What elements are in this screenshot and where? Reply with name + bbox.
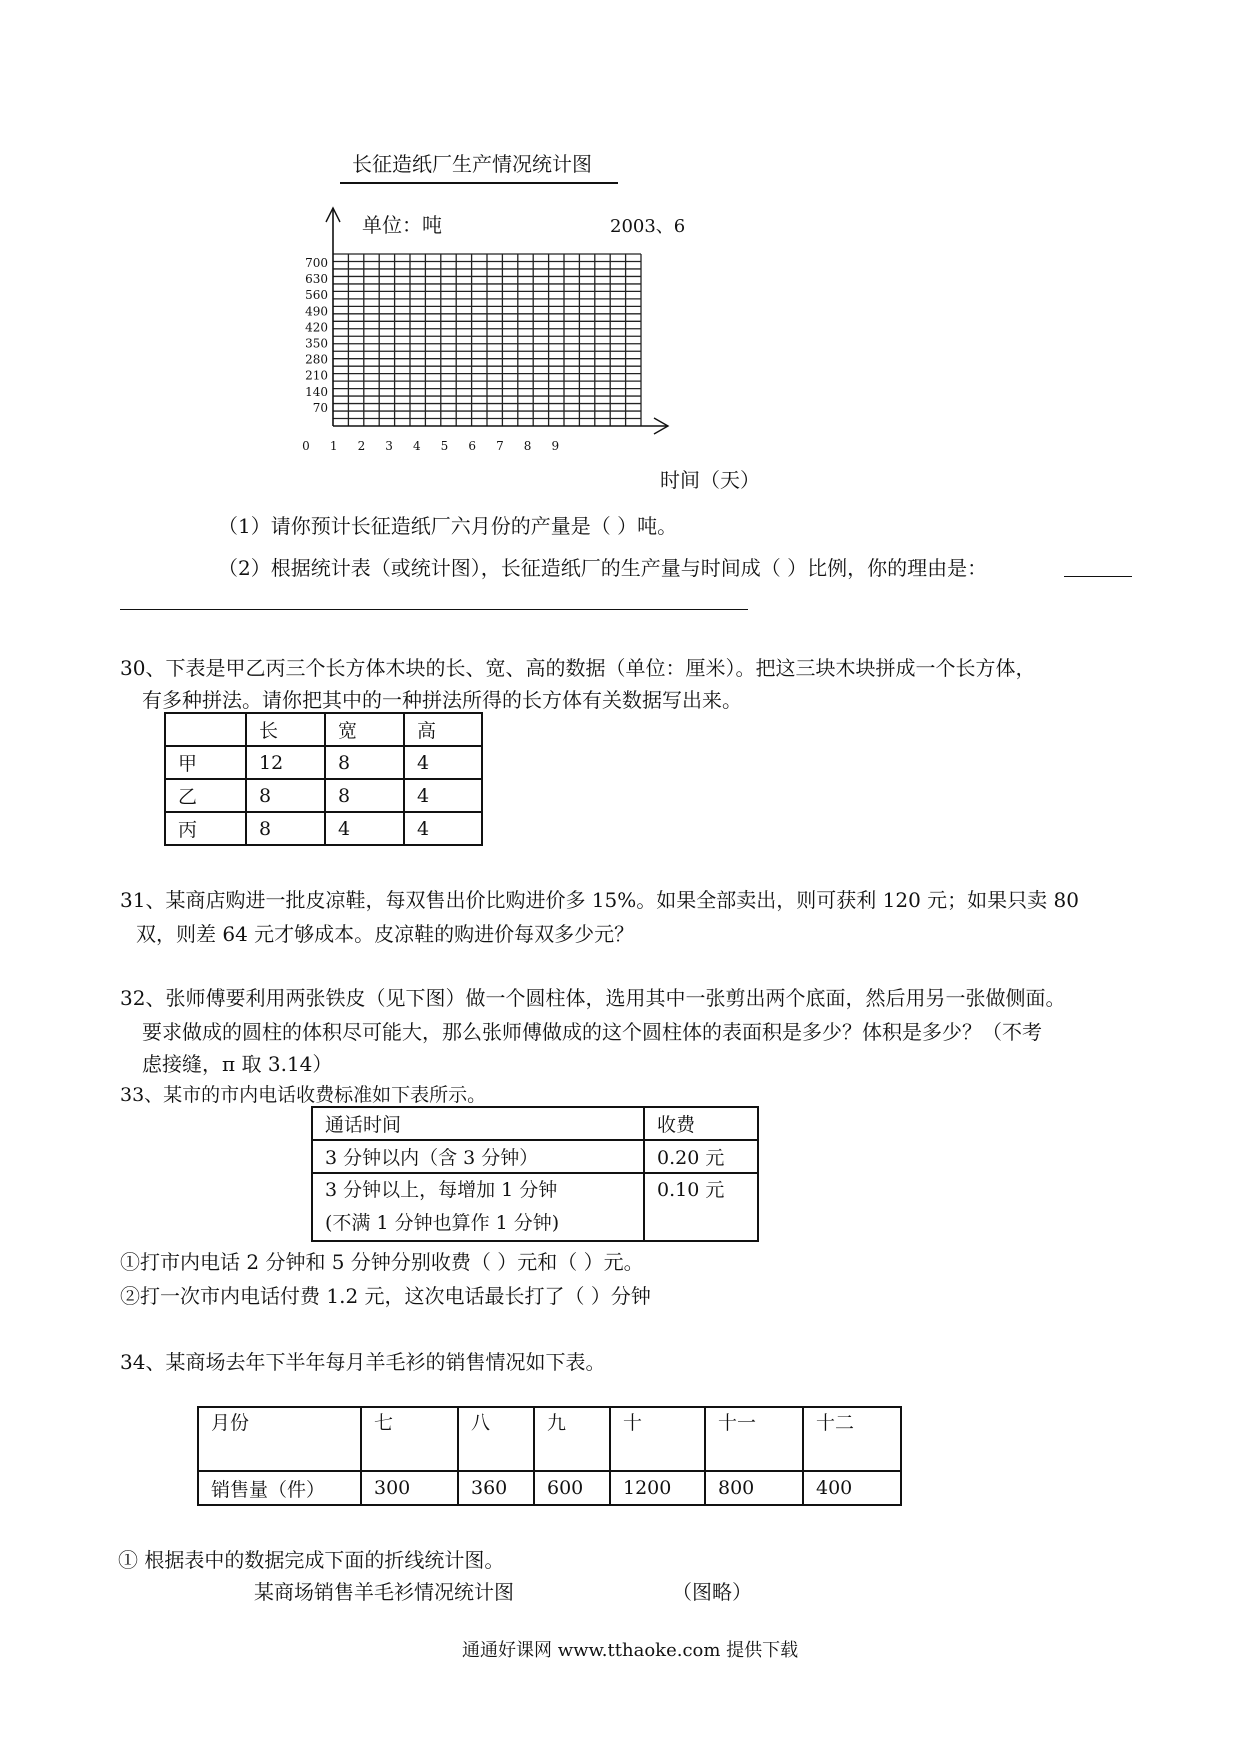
table-cell: 360	[458, 1471, 534, 1505]
x-axis-label: 时间（天）	[660, 468, 760, 492]
y-tick-label: 560	[305, 288, 328, 303]
y-tick-labels	[305, 256, 328, 415]
x-tick-label: 8	[523, 439, 532, 453]
q34-chart-title: 某商场销售羊毛衫情况统计图	[254, 1580, 514, 1604]
y-tick-label: 210	[305, 368, 328, 383]
y-tick-label: 140	[305, 384, 328, 399]
q30-table	[164, 712, 483, 846]
q31-line1: 31、某商店购进一批皮凉鞋，每双售出价比购进价多 15%。如果全部卖出，则可获利 120 元；如果只卖 80	[120, 888, 1079, 912]
table-cell: 十	[610, 1407, 705, 1471]
table-cell: 12	[246, 746, 325, 779]
q32-line3: 虑接缝，π 取 3.14）	[142, 1052, 333, 1076]
table-row	[165, 746, 482, 779]
x-tick-label: 5	[440, 439, 449, 453]
table-cell: 8	[325, 779, 404, 812]
y-tick-label: 420	[305, 320, 328, 335]
q33-line1: 33、某市的市内电话收费标准如下表所示。	[120, 1084, 487, 1106]
chart-title-underline	[340, 182, 618, 184]
q31-line2: 双，则差 64 元才够成本。皮凉鞋的购进价每双多少元？	[136, 922, 635, 946]
q34-sub1: ① 根据表中的数据完成下面的折线统计图。	[118, 1548, 505, 1572]
x-tick-label: 7	[496, 439, 504, 453]
table-cell: 4	[404, 812, 482, 845]
table-cell: 八	[458, 1407, 534, 1471]
table-cell: 十一	[705, 1407, 803, 1471]
table-cell: 4	[404, 746, 482, 779]
table-cell: 收费	[644, 1107, 758, 1140]
y-tick-label: 700	[305, 256, 328, 270]
q30-line2: 有多种拼法。请你把其中的一种拼法所得的长方体有关数据写出来。	[142, 688, 742, 712]
x-tick-label: 1	[329, 439, 338, 453]
table-cell: 800	[705, 1471, 803, 1505]
table-cell: 0.10 元	[644, 1173, 758, 1241]
q32-line1: 32、张师傅要利用两张铁皮（见下图）做一个圆柱体，选用其中一张剪出两个底面，然后用另一张做侧面。	[120, 986, 1066, 1010]
q33-row2-line-b: (不满 1 分钟也算作 1 分钟)	[325, 1212, 560, 1234]
x-tick-label: 0	[302, 439, 310, 453]
table-cell: 4	[325, 812, 404, 845]
q33-row2-line-a: 3 分钟以上，每增加 1 分钟	[325, 1179, 558, 1201]
table-cell: 高	[404, 713, 482, 746]
q29-answer-blank	[1064, 576, 1132, 577]
x-tick-label: 3	[385, 439, 393, 453]
table-row	[198, 1471, 901, 1505]
table-cell: 3 分钟以内（含 3 分钟）	[312, 1140, 644, 1173]
y-tick-label: 70	[312, 400, 328, 415]
table-cell: 九	[534, 1407, 610, 1471]
x-tick-label: 4	[412, 439, 421, 453]
q29-answer-line	[120, 609, 748, 610]
table-cell: 宽	[325, 713, 404, 746]
table-row	[312, 1173, 758, 1241]
table-cell: 长	[246, 713, 325, 746]
table-cell: 600	[534, 1471, 610, 1505]
y-tick-label: 280	[305, 352, 328, 367]
table-cell: 乙	[165, 779, 246, 812]
table-cell: 丙	[165, 812, 246, 845]
table-cell	[312, 1173, 644, 1241]
x-tick-label: 9	[551, 439, 560, 453]
q34-line1: 34、某商场去年下半年每月羊毛衫的销售情况如下表。	[120, 1350, 606, 1374]
y-tick-label: 350	[305, 336, 328, 351]
table-cell: 通话时间	[312, 1107, 644, 1140]
y-tick-label: 490	[305, 304, 328, 319]
q29-sub1: （1）请你预计长征造纸厂六月份的产量是（ ）吨。	[218, 514, 678, 538]
table-row	[165, 779, 482, 812]
table-cell: 400	[803, 1471, 901, 1505]
table-cell: 销售量（件）	[198, 1471, 361, 1505]
table-cell: 8	[246, 812, 325, 845]
table-cell: 8	[325, 746, 404, 779]
chart-title: 长征造纸厂生产情况统计图	[352, 152, 592, 176]
x-tick-label: 6	[468, 439, 477, 453]
table-cell: 七	[361, 1407, 458, 1471]
chart-unit-label: 单位：吨	[362, 213, 442, 237]
table-cell: 1200	[610, 1471, 705, 1505]
table-cell: 4	[404, 779, 482, 812]
production-chart	[280, 200, 720, 500]
table-cell: 0.20 元	[644, 1140, 758, 1173]
table-row	[165, 812, 482, 845]
table-header-row	[312, 1107, 758, 1140]
table-cell: 十二	[803, 1407, 901, 1471]
q29-sub2: （2）根据统计表（或统计图），长征造纸厂的生产量与时间成（ ）比例，你的理由是：	[218, 556, 988, 580]
q32-line2: 要求做成的圆柱的体积尽可能大，那么张师傅做成的这个圆柱体的表面积是多少？体积是多少？（不考	[142, 1020, 1042, 1044]
y-tick-label: 630	[305, 272, 328, 287]
table-cell	[165, 713, 246, 746]
page-footer: 通通好课网 www.tthaoke.com 提供下载	[462, 1640, 799, 1661]
table-cell: 甲	[165, 746, 246, 779]
q33-sub2: ②打一次市内电话付费 1.2 元，这次电话最长打了（ ）分钟	[120, 1284, 651, 1308]
table-header-row	[165, 713, 482, 746]
table-cell: 8	[246, 779, 325, 812]
x-tick-label: 2	[357, 439, 366, 453]
x-tick-labels	[302, 439, 559, 453]
table-cell: 300	[361, 1471, 458, 1505]
q33-table	[311, 1106, 759, 1242]
table-cell: 月份	[198, 1407, 361, 1471]
chart-date-label: 2003、6	[610, 216, 686, 237]
q34-table	[197, 1406, 902, 1506]
table-row	[312, 1140, 758, 1173]
chart-grid	[333, 254, 641, 426]
q34-chart-note: （图略）	[672, 1580, 752, 1604]
q30-line1: 30、下表是甲乙丙三个长方体木块的长、宽、高的数据（单位：厘米）。把这三块木块拼成一个长方体，	[120, 656, 1036, 680]
q33-sub1: ①打市内电话 2 分钟和 5 分钟分别收费（ ）元和（ ）元。	[120, 1250, 644, 1274]
table-header-row	[198, 1407, 901, 1471]
